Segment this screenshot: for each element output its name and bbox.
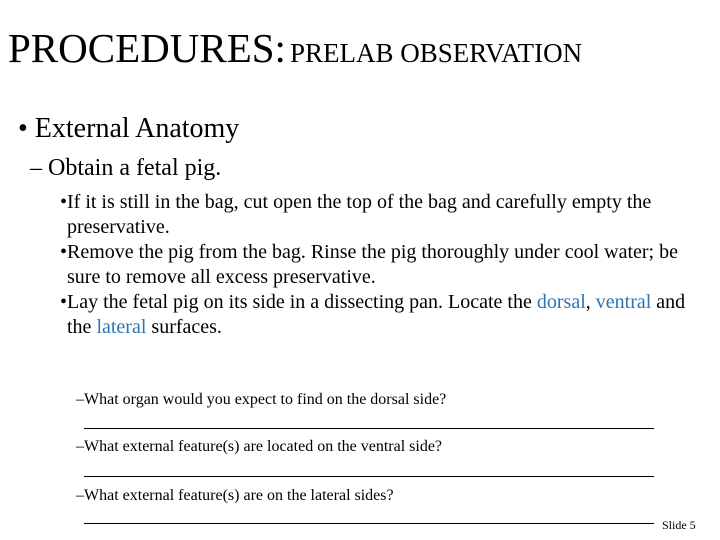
subheading-obtain-pig: – Obtain a fetal pig.	[30, 155, 222, 181]
instruction-item-rinse-pig: •Remove the pig from the bag. Rinse the pig thoroughly under cool water; be sure to remove all excess preservative.	[60, 241, 678, 288]
instruction-list	[60, 190, 710, 340]
instruction-item-locate-surfaces	[60, 290, 710, 340]
answer-line-2	[84, 476, 654, 477]
term-ventral: ventral	[595, 291, 652, 313]
instruction-text: surfaces.	[146, 316, 222, 338]
slide-title	[8, 25, 583, 71]
question-dorsal-organ: –What organ would you expect to find on the dorsal side?	[76, 391, 447, 408]
instruction-text: ,	[585, 291, 591, 313]
title-main: PROCEDURES:	[8, 25, 286, 71]
instruction-item-empty-bag: •If it is still in the bag, cut open the top of the bag and carefully empty the preservative.	[60, 191, 652, 238]
question-lateral-features: –What external feature(s) are on the lateral sides?	[76, 487, 394, 504]
answer-line-3	[84, 523, 654, 524]
heading-external-anatomy: • External Anatomy	[18, 113, 240, 144]
title-subtitle: PRELAB OBSERVATION	[289, 38, 583, 68]
answer-line-1	[84, 428, 654, 429]
slide-number: Slide 5	[662, 518, 696, 532]
question-ventral-features: –What external feature(s) are located on the ventral side?	[76, 438, 443, 455]
instruction-text: •Lay the fetal pig on its side in a dissecting pan. Locate the	[60, 291, 537, 313]
instruction-text: and the	[67, 291, 686, 338]
term-lateral: lateral	[96, 316, 147, 338]
term-dorsal: dorsal	[536, 291, 586, 313]
